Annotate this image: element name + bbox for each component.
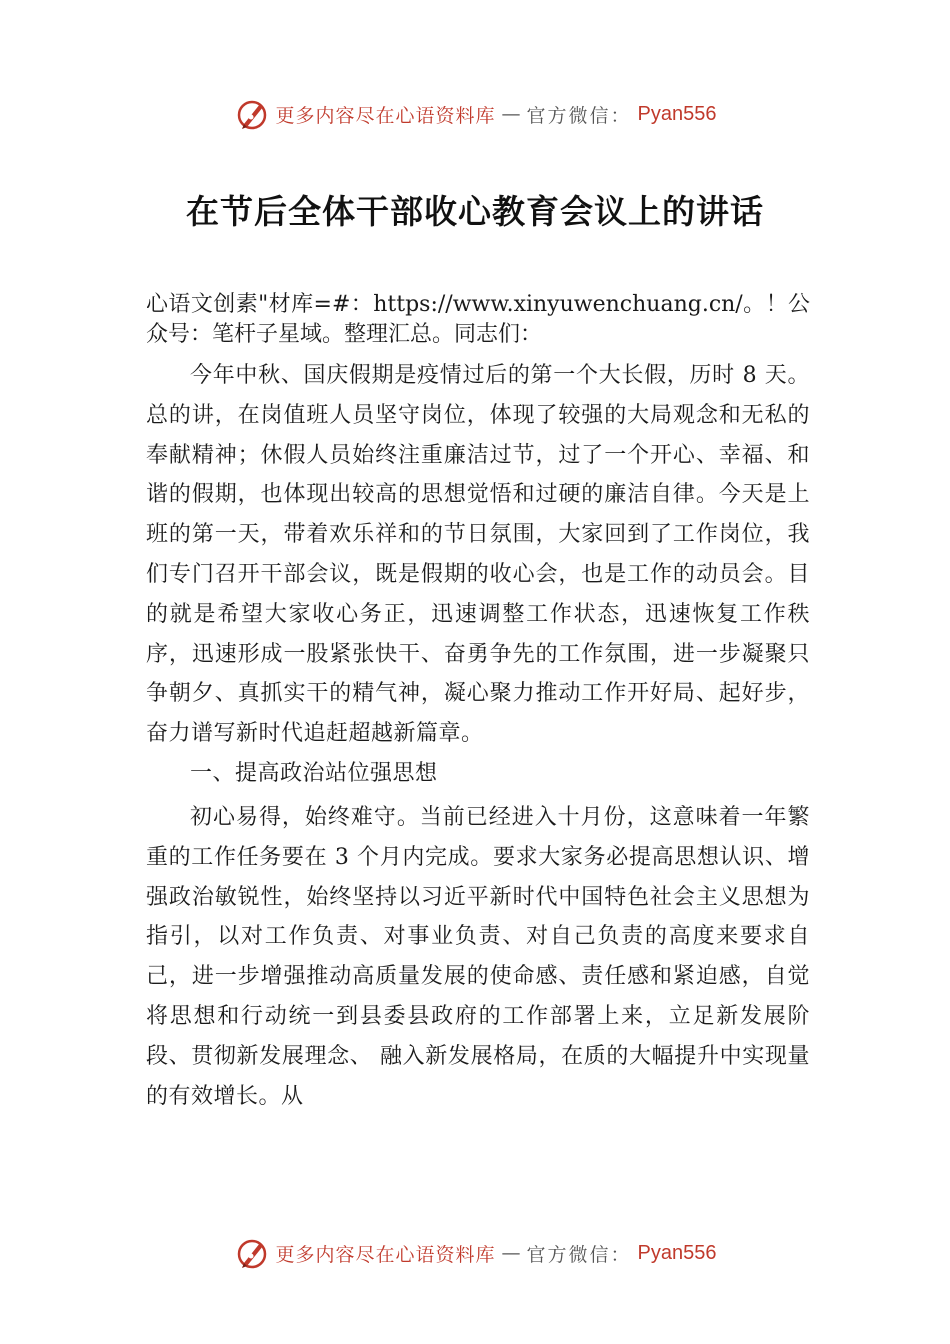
banner-dash: — — [501, 103, 521, 125]
footer-banner — [0, 1233, 950, 1273]
source-line: 心语文创素"材库=#：https://www.xinyuwenchuang.cn/。！公众号：笔杆子星域。整理汇总。同志们： — [146, 292, 810, 347]
document-title: 在节后全体干部收心教育会议上的讲话 — [186, 192, 764, 231]
banner-text: 更多内容尽在心语资料库 — [275, 1243, 496, 1266]
banner-dash: — — [501, 1242, 521, 1264]
banner-wechat-label: 官方微信： — [526, 104, 632, 127]
document-body — [146, 290, 810, 1116]
banner-text: 更多内容尽在心语资料库 — [275, 104, 496, 127]
pen-logo-icon — [234, 96, 270, 132]
banner-wechat-id: Pyan556 — [637, 102, 717, 125]
pen-logo-icon — [234, 1235, 270, 1271]
section-paragraph: 初心易得，始终难守。当前已经进入十月份，这意味着一年繁重的工作任务要在 3 个月内完成。要求大家务必提高思想认识、增强政治敏锐性，始终坚持以习近平新时代中国特色社会主义思想为指引，以对工作负责、对事业负责、对自己负责的高度来要求自己，进一步增强推动高质量发展的使命感、责任感和紧迫感，自觉将思想和行动统一到县委县政府的工作部署上来，立足新发展阶段、贯彻新发展理念、 融入新发展格局，在质的大幅提升中实现量的有效增长。从 — [146, 804, 810, 1109]
header-banner — [0, 94, 950, 134]
section-heading: 一、提高政治站位强思想 — [190, 760, 438, 786]
banner-wechat-label: 官方微信： — [526, 1243, 632, 1266]
body-paragraph: 今年中秋、国庆假期是疫情过后的第一个大长假，历时 8 天。总的讲，在岗值班人员坚守岗位，体现了较强的大局观念和无私的奉献精神；休假人员始终注重廉洁过节，过了一个开心、幸福、和谐的假期，也体现出较高的思想觉悟和过硬的廉洁自律。今天是上班的第一天，带着欢乐祥和的节日氛围，大家回到了工作岗位，我们专门召开干部会议，既是假期的收心会，也是工作的动员会。目的就是希望大家收心务正，迅速调整工作状态，迅速恢复工作秩序，迅速形成一股紧张快干、奋勇争先的工作氛围，进一步凝聚只争朝夕、真抓实干的精气神，凝心聚力推动工作开好局、起好步，奋力谱写新时代追赶超越新篇章。 — [146, 363, 810, 747]
banner-wechat-id: Pyan556 — [637, 1241, 717, 1264]
